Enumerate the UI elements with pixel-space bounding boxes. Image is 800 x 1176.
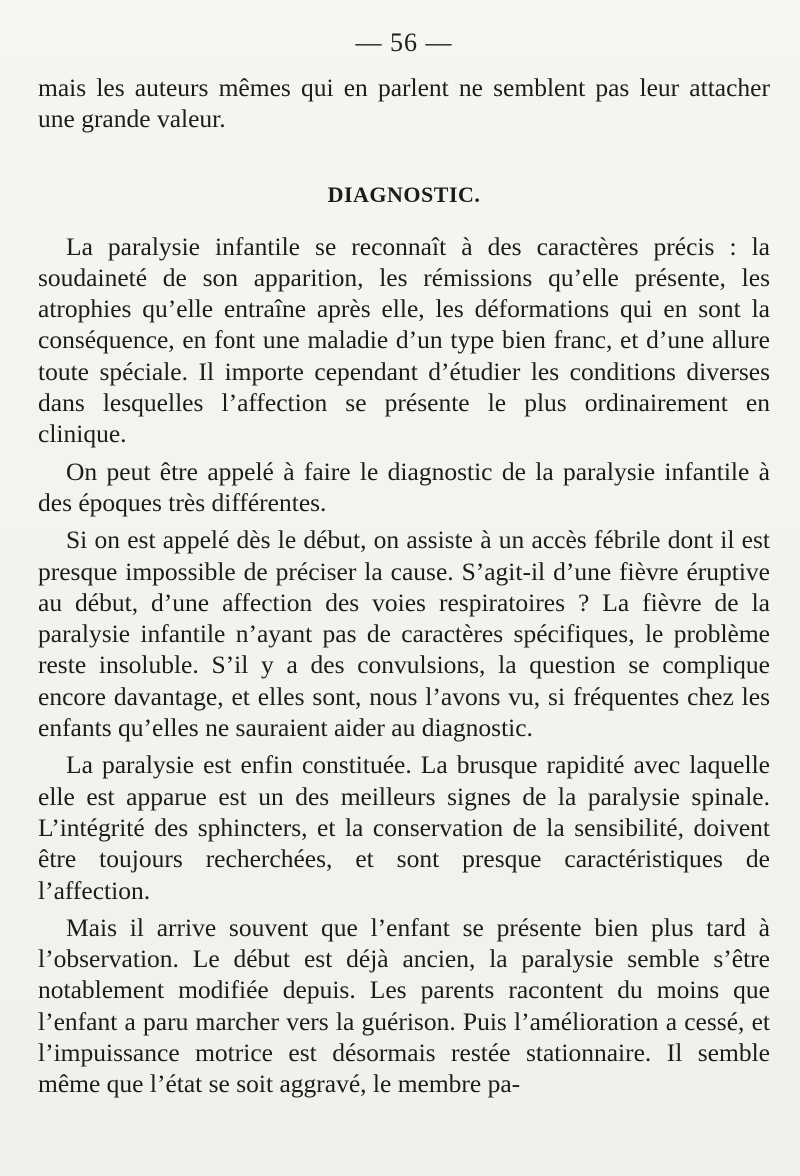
body-text [38,72,770,1100]
continued-paragraph: mais les auteurs mêmes qui en parlent ne semblent pas leur attacher une grande valeur. [38,73,770,134]
paragraph: Mais il arrive souvent que l’enfant se présente bien plus tard à l’observation. Le début est déjà ancien, la paralysie semble s’être notablement modifiée depuis. Les parents racontent du moins que l’enfant a paru marcher vers la guérison. Puis l’amélioration a cessé, et l’impuissance motrice est désormais restée stationnaire. Il semble même que l’état se soit aggravé, le membre pa- [38,912,770,1099]
section-heading: DIAGNOSTIC. [327,181,481,207]
paragraph: La paralysie est enfin constituée. La brusque rapidité avec laquelle elle est apparue est un des meilleurs signes de la paralysie spinale. L’intégrité des sphincters, et la conservation de la sensibilité, doivent être toujours recherchées, et sont presque caractéristiques de l’affection. [38,750,770,905]
paragraph: Si on est appelé dès le début, on assiste à un accès fébrile dont il est presque impossible de préciser la cause. S’agit-il d’une fièvre éruptive au début, d’une affection des voies respiratoires ? La fièvre de la paralysie infantile n’ayant pas de caractères spécifiques, le problème reste insoluble. S’il y a des convulsions, la question se complique encore davantage, et elles sont, nous l’avons vu, si fréquentes chez les enfants qu’elles ne sauraient aider au diagnostic. [38,525,770,743]
page-number: — 56 — [355,28,453,57]
paragraph: La paralysie infantile se reconnaît à des caractères précis : la soudaineté de son apparition, les rémissions qu’elle présente, les atrophies qu’elle entraîne après elle, les déformations qui en sont la conséquence, en font une maladie d’un type bien franc, et d’une allure toute spéciale. Il importe cependant d’étudier les conditions diverses dans lesquelles l’affection se présente le plus ordinairement en clinique. [38,231,770,449]
paragraph: On peut être appelé à faire le diagnostic de la paralysie infantile à des époques très différentes. [38,456,770,517]
